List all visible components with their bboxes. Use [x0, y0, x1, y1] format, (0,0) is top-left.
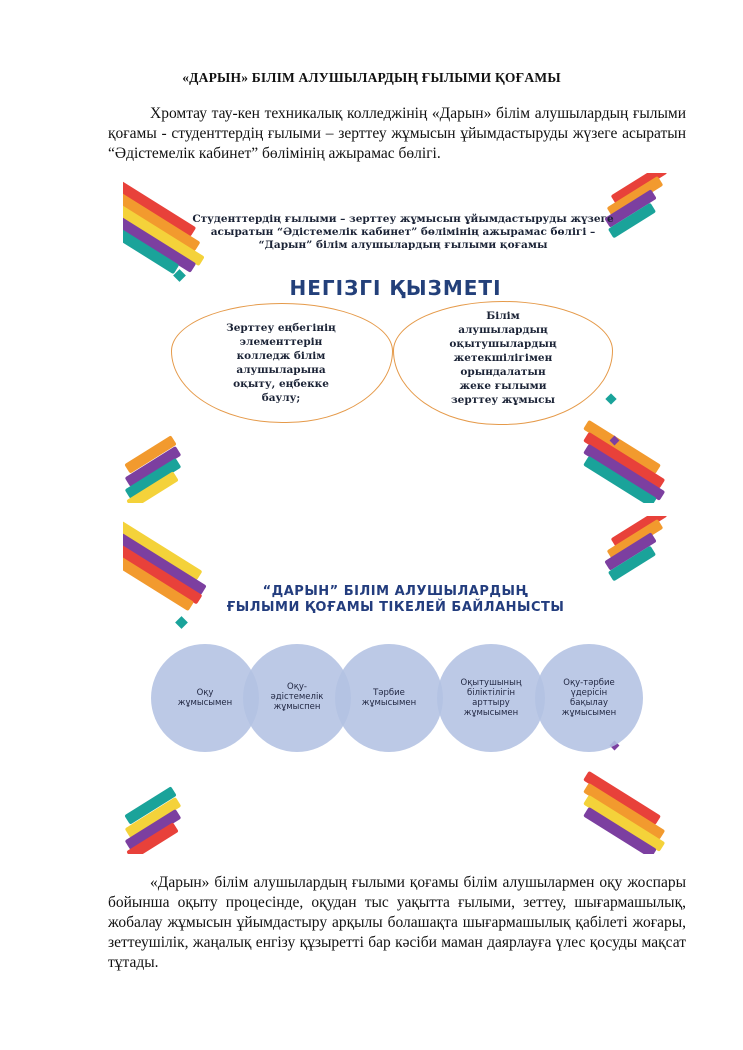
- left-oval-text: [201, 321, 361, 405]
- panel1-heading: [183, 213, 623, 252]
- circle-line: Тәрбие: [373, 688, 405, 698]
- decorative-square: [175, 616, 188, 629]
- decorative-stripes-top-right: [585, 516, 668, 586]
- oval-line: жеке ғылыми: [459, 380, 547, 392]
- circle-line: жұмыспен: [273, 702, 321, 712]
- oval-line: Білім: [486, 310, 520, 322]
- circle-line: Оқу-: [287, 682, 307, 692]
- decorative-square: [605, 393, 616, 404]
- intro-paragraph: Хромтау тау-кен техникалық колледжінің «Дарын» білім алушылардың ғылыми қоғамы - студенттердің ғылыми – зерттеу жұмысын ұйымдастыруды жүзеге асыратын “Әдістемелік кабинет” бөлімінің ажырамас бөлігі.: [108, 105, 686, 162]
- circle-line: жұмысымен: [177, 698, 233, 708]
- circle-line: бақылау: [570, 698, 608, 708]
- circle-line: жұмысымен: [361, 698, 417, 708]
- circle-line: біліктілігін: [466, 688, 516, 698]
- panel1-heading-line: Студенттердің ғылыми – зерттеу жұмысын ұйымдастыруды жүзеге: [192, 213, 614, 225]
- panel1-heading-line: асыратын “Әдістемелік кабинет” бөлімінің ажырамас бөлігі –: [210, 226, 596, 238]
- panel2-heading-line: “ДАРЫН” БІЛІМ АЛУШЫЛАРДЫҢ: [262, 584, 529, 599]
- circle-line: үдерісін: [570, 688, 608, 698]
- oval-line: алушыларына: [236, 364, 326, 376]
- circle-line: жұмысымен: [561, 708, 617, 718]
- oval-line: оқытушылардың: [449, 338, 557, 350]
- circle-line: жұмысымен: [463, 708, 519, 718]
- oval-line: алушылардың: [458, 324, 548, 336]
- oval-line: жетекшілігімен: [453, 352, 553, 364]
- document-title: «ДАРЫН» БІЛІМ АЛУШЫЛАРДЫҢ ҒЫЛЫМИ ҚОҒАМЫ: [182, 70, 561, 85]
- infographic-main-activity: [123, 173, 668, 503]
- decorative-stripes-bottom-right: [578, 413, 668, 503]
- oval-line: Зерттеу еңбегінің: [226, 322, 336, 334]
- decorative-stripes-bottom-right: [578, 764, 668, 854]
- circle-line: Оқу: [196, 688, 214, 698]
- oval-line: зерттеу жұмысы: [450, 394, 556, 406]
- circle-3-text: [335, 688, 443, 708]
- oval-line: оқыту, еңбекке: [233, 378, 329, 390]
- decorative-stripes-bottom-left: [123, 445, 203, 503]
- panel2-heading-line: ҒЫЛЫМИ ҚОҒАМЫ ТІКЕЛЕЙ БАЙЛАНЫСТЫ: [226, 600, 565, 615]
- circle-5-text: [535, 678, 643, 718]
- panel2-heading: [123, 584, 668, 616]
- panel1-big-title: НЕГІЗГІ ҚЫЗМЕТІ: [289, 276, 502, 300]
- panel1-heading-line: “Дарын” білім алушылардың ғылыми қоғамы: [258, 239, 548, 251]
- closing-paragraph: «Дарын» білім алушылардың ғылыми қоғамы білім алушылармен оқу жоспары бойынша оқыту процесінде, оқудан тыс уақытта ғылыми, зеттеу, шығармашылық, жобалау жұмысын ұйымдастыру арқылы болашақта шығармашылық қабілеті жоғары, зеттеушілік, жаңалық енгізу құзыретті бар кәсіби маман даярлауға үлес қосуды мақсат тұтады.: [108, 874, 686, 971]
- circle-line: әдістемелік: [270, 692, 324, 702]
- oval-line: орындалатын: [460, 366, 546, 378]
- infographic-connections: [123, 516, 668, 854]
- decorative-stripes-bottom-left: [123, 796, 203, 854]
- circle-line: арттыру: [472, 698, 510, 708]
- circle-4-text: [437, 678, 545, 718]
- circle-line: Оқу-тәрбие: [563, 678, 615, 688]
- oval-line: колледж білім: [236, 350, 326, 362]
- oval-line: баулу;: [261, 392, 301, 404]
- right-oval-text: [423, 309, 583, 407]
- circle-line: Оқытушының: [460, 678, 522, 688]
- oval-line: элементтерін: [239, 336, 323, 348]
